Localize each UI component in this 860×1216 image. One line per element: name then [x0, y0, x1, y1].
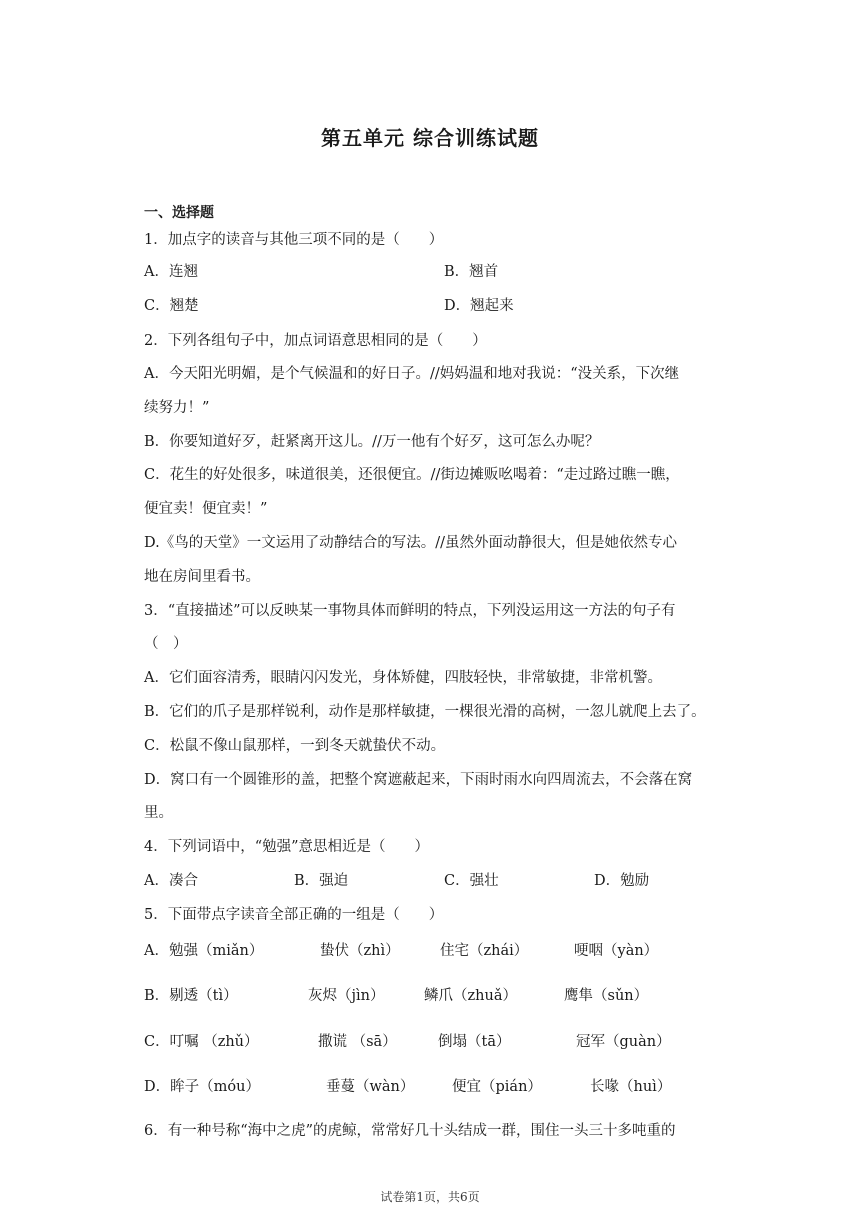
question-1-option-a: A．连翘: [144, 264, 198, 280]
question-4-option-b: B．强迫: [294, 873, 349, 889]
question-5-row-d-item: 便宜（pián）: [452, 1079, 542, 1095]
question-1-option-c: C．翘楚: [144, 298, 199, 314]
question-5-row-c-item: 冠军（guàn）: [576, 1034, 671, 1050]
question-3-stem-cont: （ ）: [144, 636, 188, 652]
question-5-row-c-item: 撒谎 （sā）: [318, 1034, 397, 1050]
question-5-row-d-item: 垂蔓（wàn）: [326, 1079, 415, 1095]
question-3-stem: 3．“直接描述”可以反映某一事物具体而鲜明的特点，下列没运用这一方法的句子有: [144, 603, 676, 619]
question-5-row-b-item: 鹰隼（sǔn）: [564, 988, 649, 1004]
question-2-stem: 2．下列各组句子中，加点词语意思相同的是（ ）: [144, 333, 487, 349]
question-3-option-d-cont: 里。: [144, 805, 173, 821]
question-5-row-a-item: 哽咽（yàn）: [574, 943, 659, 959]
question-4-option-a: A．凑合: [144, 873, 198, 889]
question-5-row-a-item: 蛰伏（zhì）: [320, 943, 400, 959]
question-5-row-d-item: 长喙（huì）: [590, 1079, 672, 1095]
question-5-row-b-item: 鳞爪（zhuǎ）: [424, 988, 517, 1004]
question-1-option-b: B．翘首: [444, 264, 499, 280]
question-6-stem: 6．有一种号称“海中之虎”的虎鲸，常常好几十头结成一群，围住一头三十多吨重的: [144, 1123, 676, 1139]
question-2-option-c-cont: 便宜卖！便宜卖！”: [144, 501, 268, 517]
question-5-row-b-item: B．剔透（tì）: [144, 988, 238, 1004]
question-1-option-d: D．翘起来: [444, 298, 514, 314]
question-4-option-c: C．强壮: [444, 873, 499, 889]
question-2-option-a: A．今天阳光明媚，是个气候温和的好日子。//妈妈温和地对我说：“没关系，下次继: [144, 366, 680, 382]
question-2-option-d-cont: 地在房间里看书。: [144, 569, 260, 585]
question-5-row-c-item: 倒塌（tā）: [438, 1034, 511, 1050]
question-5-row-d-item: D．眸子（móu）: [144, 1079, 260, 1095]
question-3-option-a: A．它们面容清秀，眼睛闪闪发光，身体矫健，四肢轻快，非常敏捷，非常机警。: [144, 670, 662, 686]
question-5-row-c-item: C．叮嘱 （zhǔ）: [144, 1034, 259, 1050]
question-5-row-b-item: 灰烬（jìn）: [308, 988, 385, 1004]
question-2-option-c: C．花生的好处很多，味道很美，还很便宜。//街边摊贩吆喝着：“走过路过瞧一瞧，: [144, 467, 680, 483]
question-4-stem: 4．下列词语中，“勉强”意思相近是（ ）: [144, 839, 430, 855]
page-title: 第五单元 综合训练试题: [321, 126, 539, 150]
question-3-option-c: C．松鼠不像山鼠那样，一到冬天就蛰伏不动。: [144, 738, 446, 754]
question-2-option-b: B．你要知道好歹，赶紧离开这儿。//万一他有个好歹，这可怎么办呢？: [144, 434, 600, 450]
question-5-stem: 5．下面带点字读音全部正确的一组是（ ）: [144, 907, 444, 923]
question-5-row-a-item: 住宅（zhái）: [440, 943, 529, 959]
question-1-stem: 1．加点字的读音与其他三项不同的是（ ）: [144, 232, 444, 248]
page-footer: 试卷第1页，共6页: [380, 1190, 480, 1204]
question-5-row-a-item: A．勉强（miǎn）: [144, 943, 264, 959]
question-3-option-b: B．它们的爪子是那样锐利，动作是那样敏捷，一棵很光滑的高树，一忽儿就爬上去了。: [144, 704, 706, 720]
question-2-option-d: D.《鸟的天堂》一文运用了动静结合的写法。//虽然外面动静很大，但是她依然专心: [144, 535, 677, 551]
question-2-option-a-cont: 续努力！”: [144, 400, 210, 416]
question-3-option-d: D．窝口有一个圆锥形的盖，把整个窝遮蔽起来，下雨时雨水向四周流去，不会落在窝: [144, 772, 693, 788]
section-heading: 一、选择题: [144, 205, 214, 221]
question-4-option-d: D．勉励: [594, 873, 650, 889]
